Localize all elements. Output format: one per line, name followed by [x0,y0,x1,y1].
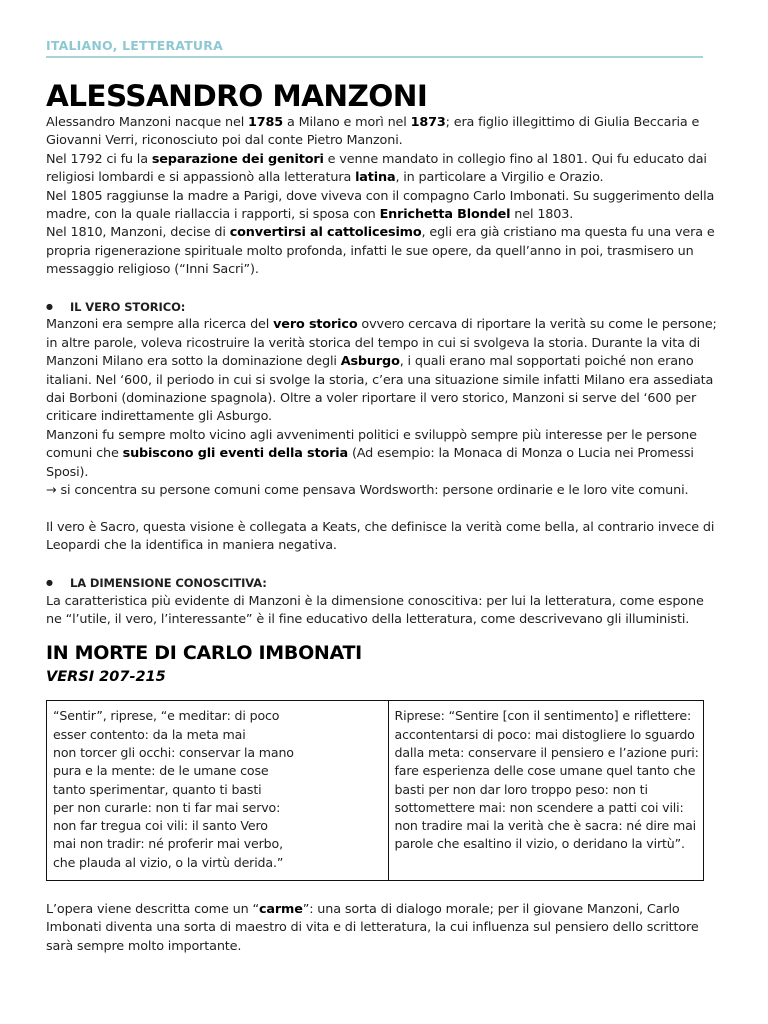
paraphrase-line: basti per non dar loro troppo peso: non ti [394,781,648,797]
paraphrase-line: non tradire mai la verità che è sacra: né dire mai [394,818,697,834]
imbonati-heading: IN MORTE DI CARLO IMBONATI [46,642,362,665]
intro-paragraph-3: Nel 1805 raggiunse la madre a Parigi, dove viveva con il compagno Carlo Imbonati. Su suggerimento della madre, con la quale riallaccia i rapporti, si sposa con Enrichetta Blondel nel 1803. [46,188,715,223]
verse-line: non torcer gli occhi: conservar la mano [53,744,294,760]
imbonati-subheading: VERSI 207-215 [46,669,166,686]
dimensione-paragraph: La caratteristica più evidente di Manzoni è la dimensione conoscitiva: per lui la letteratura, come espone ne “l’utile, il vero, l’interessante” è il fine educativo della letteratura, come descrivevano gli illuministi. [46,593,704,627]
intro-paragraph-2: Nel 1792 ci fu la separazione dei genitori e venne mandato in collegio fino al 1801. Qui fu educato dai religiosi lombardi e si appassionò alla letteratura latina, in particolare a Virgilio e Orazio. [46,151,707,186]
page-title: ALESSANDRO MANZONI [46,79,428,113]
vero-storico-paragraph-4: Il vero è Sacro, questa visione è collegata a Keats, che definisce la verità come bella, al contrario invece di Leopardi che la identifica in maniera negativa. [46,519,715,554]
verse-line: tanto sperimentar, quanto ti basti [53,781,262,797]
subject-header: ITALIANO, LETTERATURA [46,38,703,58]
intro-paragraph-4: Nel 1810, Manzoni, decise di convertirsi al cattolicesimo, egli era già cristiano ma questa fu una vera e propria rigenerazione spirituale molto profonda, infatti le sue opere, da quell’anno in poi, trasmisero un messaggio religioso (“Inni Sacri”). [46,225,715,278]
verse-line: mai non tradir: né proferir mai verbo, [53,836,283,852]
verse-line: per non curarle: non ti far mai servo: [53,799,281,815]
paraphrase-line: sottomettere mai: non scendere a patti coi vili: [394,799,684,815]
paraphrase-line: parole che esaltino il vizio, o deridano la virtù”. [394,836,685,852]
vero-storico-paragraph-3: → si concentra su persone comuni come pensava Wordsworth: persone ordinarie e le loro vite comuni. [46,483,689,499]
vero-storico-paragraph-2: Manzoni fu sempre molto vicino agli avvenimenti politici e sviluppò sempre più interesse per le persone comuni che subiscono gli eventi della storia (Ad esempio: la Monaca di Monza o Lucia nei Promessi Sposi). [46,427,697,480]
paraphrase-line: fare esperienza delle cose umane quel tanto che [394,763,696,779]
verse-line: non far tregua coi vili: il santo Vero [53,818,268,834]
paraphrase-line: Riprese: “Sentire [con il sentimento] e riflettere: [394,708,692,724]
paraphrase-line: accontentarsi di poco: mai distogliere lo sguardo [394,726,695,742]
dimensione-heading: ● LA DIMENSIONE CONOSCITIVA: [46,574,718,592]
imbonati-outro-paragraph: L’opera viene descritta come un “carme”: una sorta di dialogo morale; per il giovane Manzoni, Carlo Imbonati diventa una sorta di maestro di vita e di letteratura, la cui influenza sul pensiero dello scrittore sarà sempre molto importante. [46,902,699,954]
verse-original-cell [47,701,389,881]
verse-line: esser contento: da la meta mai [53,726,246,742]
verse-line: “Sentir”, riprese, “e meditar: di poco [53,708,280,724]
verse-table [46,700,704,881]
verse-paraphrase-cell [388,701,704,881]
paraphrase-line: dalla meta: conservare il pensiero e l’azione puri: [394,744,699,760]
vero-storico-paragraph-1: Manzoni era sempre alla ricerca del vero storico ovvero cercava di riportare la verità su come le persone; in altre parole, voleva ricostruire la verità storica del tempo in cui si svolgeva la storia. Durante la vita di Manzoni Milano era sotto la dominazione degli Asburgo, i quali erano mal sopportati poiché non erano italiani. Nel ‘600, il periodo in cui si svolge la storia, c’era una situazione simile infatti Milano era assediata dai Borboni (dominazione spagnola). Oltre a voler riportare il vero storico, Manzoni si serve del ‘600 per criticare indirettamente gli Asburgo. [46,317,717,425]
verse-line: pura e la mente: de le umane cose [53,763,269,779]
verse-line: che plauda al vizio, o la virtù derida.” [53,854,284,870]
intro-paragraph-1: Alessandro Manzoni nacque nel 1785 a Milano e morì nel 1873; era figlio illegittimo di Giulia Beccaria e Giovanni Verri, riconosciuto poi dal conte Pietro Manzoni. [46,115,700,149]
vero-storico-heading: ● IL VERO STORICO: [46,298,718,316]
document-page [46,38,718,956]
